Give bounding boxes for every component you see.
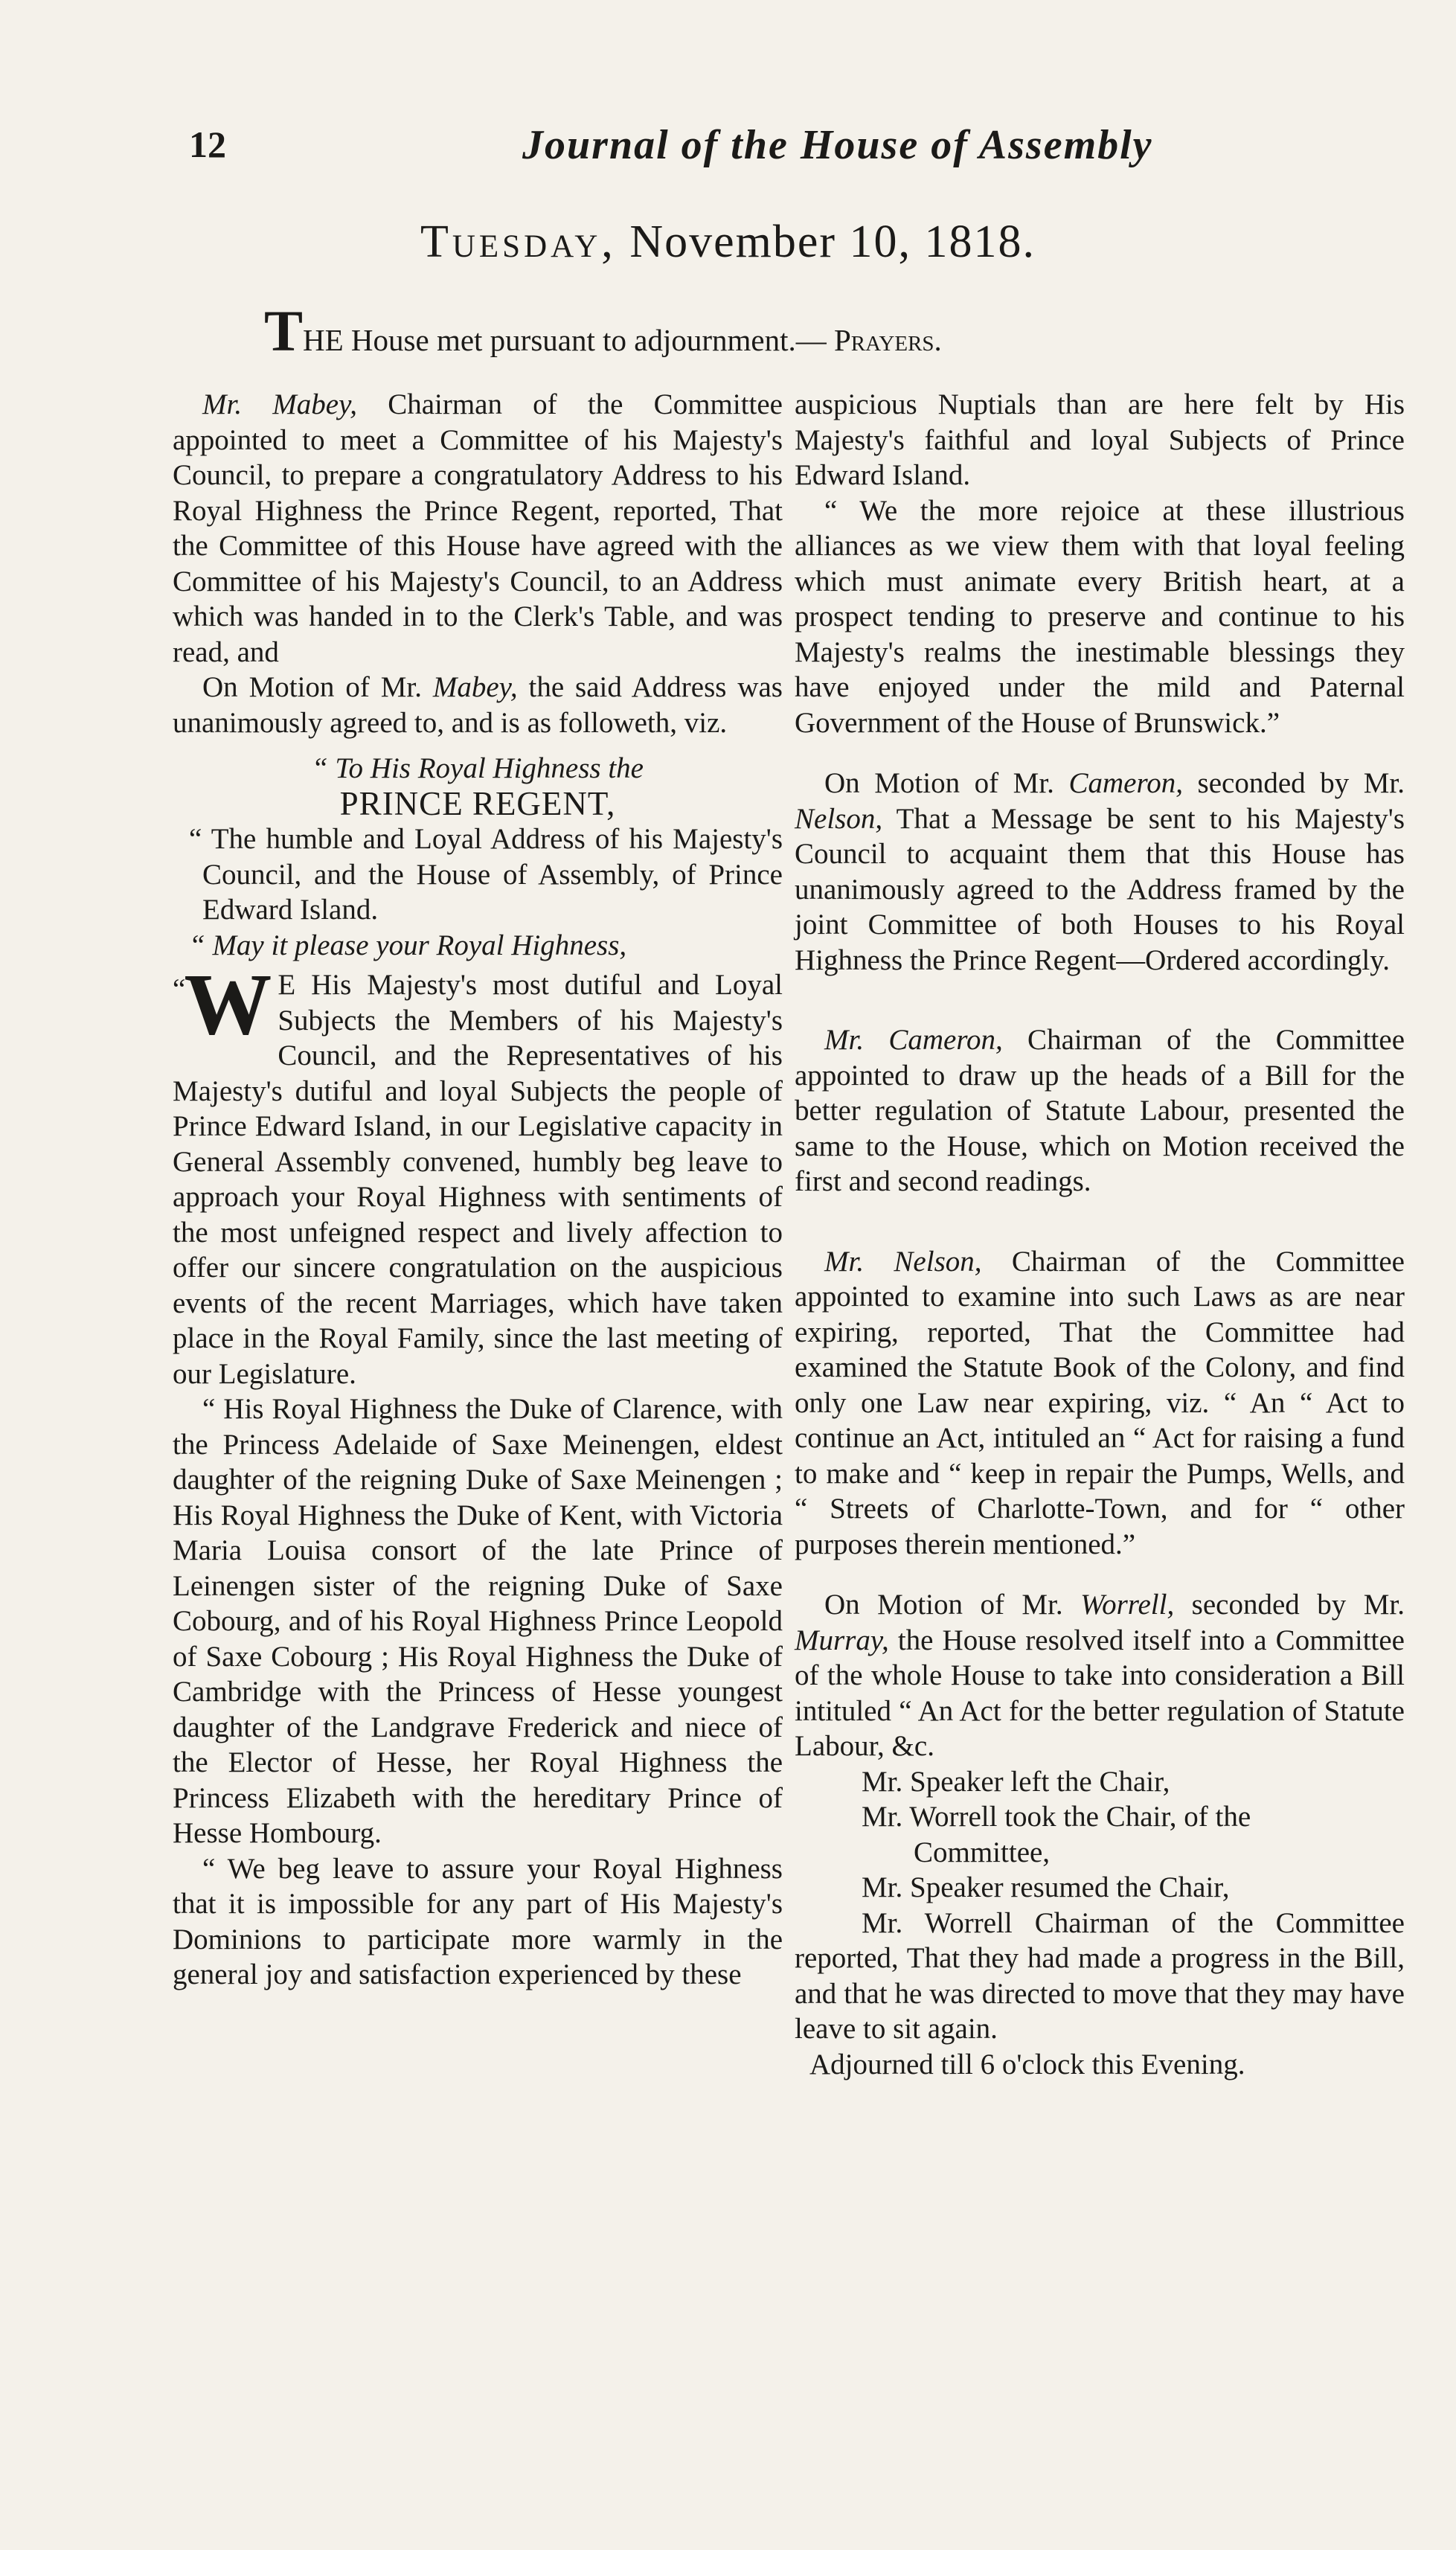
paragraph-text: On Motion of Mr. [202, 671, 433, 703]
paragraph-rejoice: “ We the more rejoice at these illustrious alliances as we view them with that loyal feeling which must animate every British heart, at a prospect tending to preserve and continue to his Majesty's realms the inestimable blessings they have enjoyed under the mild and Paternal Government of the House of Brunswick.” [795, 494, 1405, 739]
opening-dropcap: T [264, 298, 304, 363]
adjourned-line: Adjourned till 6 o'clock this Evening. [809, 2048, 1245, 2080]
paragraph-text: the said Address was unanimously agreed to, and is as followeth, viz. [173, 671, 783, 739]
humble-address-heading: “ The humble and Loyal Address of his Majesty's Council, and the House of Assembly, of Prince Edward Island. [189, 823, 783, 926]
running-head [173, 123, 1244, 182]
journal-title: Journal of the House of Assembly [522, 122, 1153, 168]
paragraph-mabey-report [173, 387, 783, 670]
paragraph-clarence: “ His Royal Highness the Duke of Clarence, with the Princess Adelaide of Saxe Meinengen, eldest daughter of the reigning Duke of Saxe Meinengen ; His Royal Highness the Duke of Kent, with Victoria Maria Louisa consort of the late Prince of Leinengen sister of the reigning Duke of Saxe Cobourg, and of his Royal Highness Prince Leopold of Saxe Cobourg ; His Royal Highness the Duke of Cambridge with the Princess of Hesse youngest daughter of the Landgrave Frederick and niece of the Elector of Hesse, her Royal Highness the Princess Elizabeth with the hereditary Prince of Hesse Hombourg. [173, 1393, 783, 1849]
address-title: PRINCE REGENT, [339, 784, 616, 822]
paragraph-text: E His Majesty's most dutiful and Loyal Subjects the Members of his Majesty's Council, and the Representatives of his Majesty's dutiful and loyal Subjects the people of Prince Edward Island, in our Legislative capacity in General Assembly convened, humbly beg leave to approach your Royal Highness with sentiments of the most unfeigned respect and lively affection to offer our sincere congratulation on the auspicious events of the recent Marriages, which have taken place in the Royal Family, since the last meeting of our Legislature. [173, 969, 783, 1390]
address-heading-line: “ To His Royal Highness the [311, 752, 644, 784]
date-heading [0, 216, 1456, 269]
paragraph-text: seconded by Mr. [1182, 767, 1405, 799]
paragraph-text: Chairman of the Committee appointed to meet a Committee of his Majesty's Council, to prepare a congratulatory Address to his Royal Highness the Prince Regent, reported, That the Committee of this House have agreed with the Committee of his Majesty's Council, to an Address which was handed in to the Clerk's Table, and was read, and [173, 388, 783, 668]
page-number: 12 [189, 124, 226, 165]
paragraph-text: On Motion of Mr. [824, 1589, 1081, 1621]
paragraph-text: Chairman of the Committee appointed to draw up the heads of a Bill for the better regulation of Statute Labour, presented the same to the House, which on Motion received the first and second readings. [795, 1024, 1405, 1197]
opening-text: HE House met pursuant to adjournment.— [303, 323, 834, 357]
name-mabey: Mabey, [432, 671, 518, 703]
paragraph-text: seconded by Mr. [1174, 1589, 1405, 1621]
paragraph-motion-worrell [795, 1587, 1405, 1764]
name-mabey: Mr. Mabey, [202, 388, 357, 420]
speaker-resumed: Mr. Speaker resumed the Chair, [862, 1871, 1230, 1903]
paragraph-text: On Motion of Mr. [824, 767, 1069, 799]
name-cameron: Cameron, [1068, 767, 1183, 799]
worrell-took-chair: Mr. Worrell took the Chair, of the [862, 1801, 1251, 1833]
name-nelson: Mr. Nelson, [824, 1245, 982, 1278]
name-cameron: Mr. Cameron, [824, 1024, 1003, 1056]
paragraph-motion-mabey [173, 670, 783, 740]
name-worrell: Worrell, [1080, 1589, 1175, 1621]
paragraph-text: the House resolved itself into a Committee of the whole House to take into consideration a Bill intituled “ An Act for the better regulation of Statute Labour, &c. [795, 1624, 1405, 1762]
dropcap-w: W [184, 955, 272, 1053]
paragraph-nuptials: auspicious Nuptials than are here felt by His Majesty's faithful and loyal Subjects of Prince Edward Island. [795, 388, 1405, 491]
paragraph-text: That a Message be sent to his Majesty's Council to acquaint them that this House has unanimously agreed to the Address framed by the joint Committee of both Houses to his Royal Highness the Prince Regent—Ordered accordingly. [795, 802, 1405, 976]
open-quote: “ [173, 973, 186, 1005]
speaker-left: Mr. Speaker left the Chair, [862, 1765, 1170, 1798]
paragraph-motion-cameron [795, 766, 1405, 978]
committee-line: Committee, [914, 1836, 1051, 1868]
name-nelson: Nelson, [795, 802, 883, 835]
paragraph-cameron-bill [795, 1022, 1405, 1199]
right-column [795, 387, 1405, 2082]
paragraph-text: Chairman of the Committee appointed to examine into such Laws as are near expiring, reported, That the Committee had examined the Statute Book of the Colony, and find only one Law near expiring, viz. “ An “ Act to continue an Act, intituled an “ Act for raising a fund to make and “ keep in repair the Pumps, Wells, and “ Streets of Charlotte-Town, and for “ other purposes therein mentioned.” [795, 1245, 1405, 1560]
opening-prayers: Prayers. [834, 323, 942, 357]
paragraph-assure: “ We beg leave to assure your Royal Highness that it is impossible for any part of His Majesty's Dominions to participate more warmly in the general joy and satisfaction experienced by these [173, 1852, 783, 1990]
paragraph-nelson-laws [795, 1244, 1405, 1563]
opening-line [264, 298, 942, 365]
salutation: “ May it please your Royal Highness, [189, 929, 627, 961]
name-murray: Murray, [795, 1624, 889, 1656]
date-day: Tuesday, [420, 217, 617, 267]
left-column [173, 387, 783, 1993]
paragraph-we-majesty [173, 955, 783, 1391]
paragraph-worrell-report: Mr. Worrell Chairman of the Committee reported, That they had made a progress in the Bill, and that he was directed to move that they may have leave to sit again. [795, 1906, 1405, 2045]
date-rest: November 10, 1818. [629, 217, 1036, 267]
